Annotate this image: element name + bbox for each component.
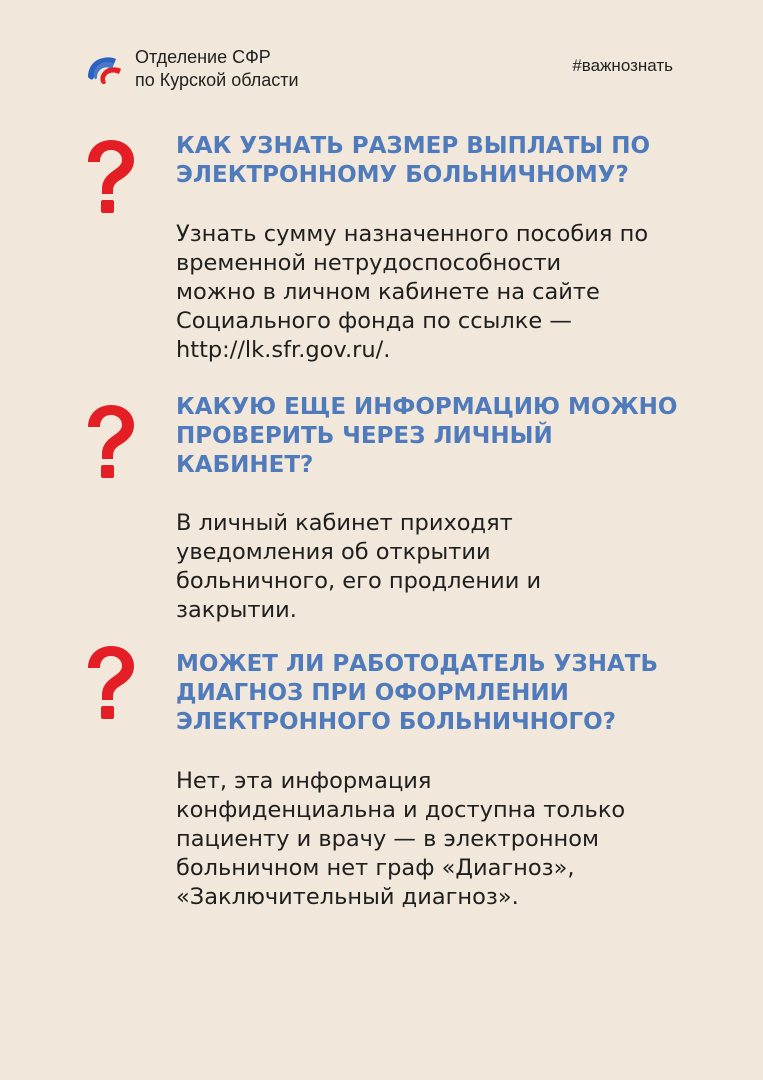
answer-text: Узнать сумму назначенного пособия по временной нетрудоспособности можно в личном кабинете на сайте Социального фонда по ссылке — http://lk.sfr.gov.ru/. <box>176 221 649 363</box>
question-title: КАКУЮ ЕЩЕ ИНФОРМАЦИЮ МОЖНО ПРОВЕРИТЬ ЧЕРЕЗ ЛИЧНЫЙ КАБИНЕТ? <box>176 394 678 478</box>
question-mark-icon <box>80 644 140 720</box>
question-mark-icon <box>80 138 140 214</box>
question-title: КАК УЗНАТЬ РАЗМЕР ВЫПЛАТЫ ПО ЭЛЕКТРОННОМУ БОЛЬНИЧНОМУ? <box>176 133 651 188</box>
answer-text: Нет, эта информация конфиденциальна и доступна только пациенту и врачу — в электронном больничном нет граф «Диагноз», «Заключительный диагноз». <box>176 768 626 910</box>
organization-line-1: Отделение СФР <box>135 47 271 67</box>
answer-text: В личный кабинет приходят уведомления об открытии больничного, его продлении и закрытии. <box>176 510 542 623</box>
question-title: МОЖЕТ ЛИ РАБОТОДАТЕЛЬ УЗНАТЬ ДИАГНОЗ ПРИ ОФОРМЛЕНИИ ЭЛЕКТРОННОГО БОЛЬНИЧНОГО? <box>176 651 659 735</box>
hashtag: #важнознать <box>572 56 673 75</box>
organization-name <box>135 46 299 92</box>
sfr-logo-icon <box>79 46 127 94</box>
question-mark-icon <box>80 403 140 479</box>
header <box>79 40 679 96</box>
organization-line-2: по Курской области <box>135 70 299 90</box>
